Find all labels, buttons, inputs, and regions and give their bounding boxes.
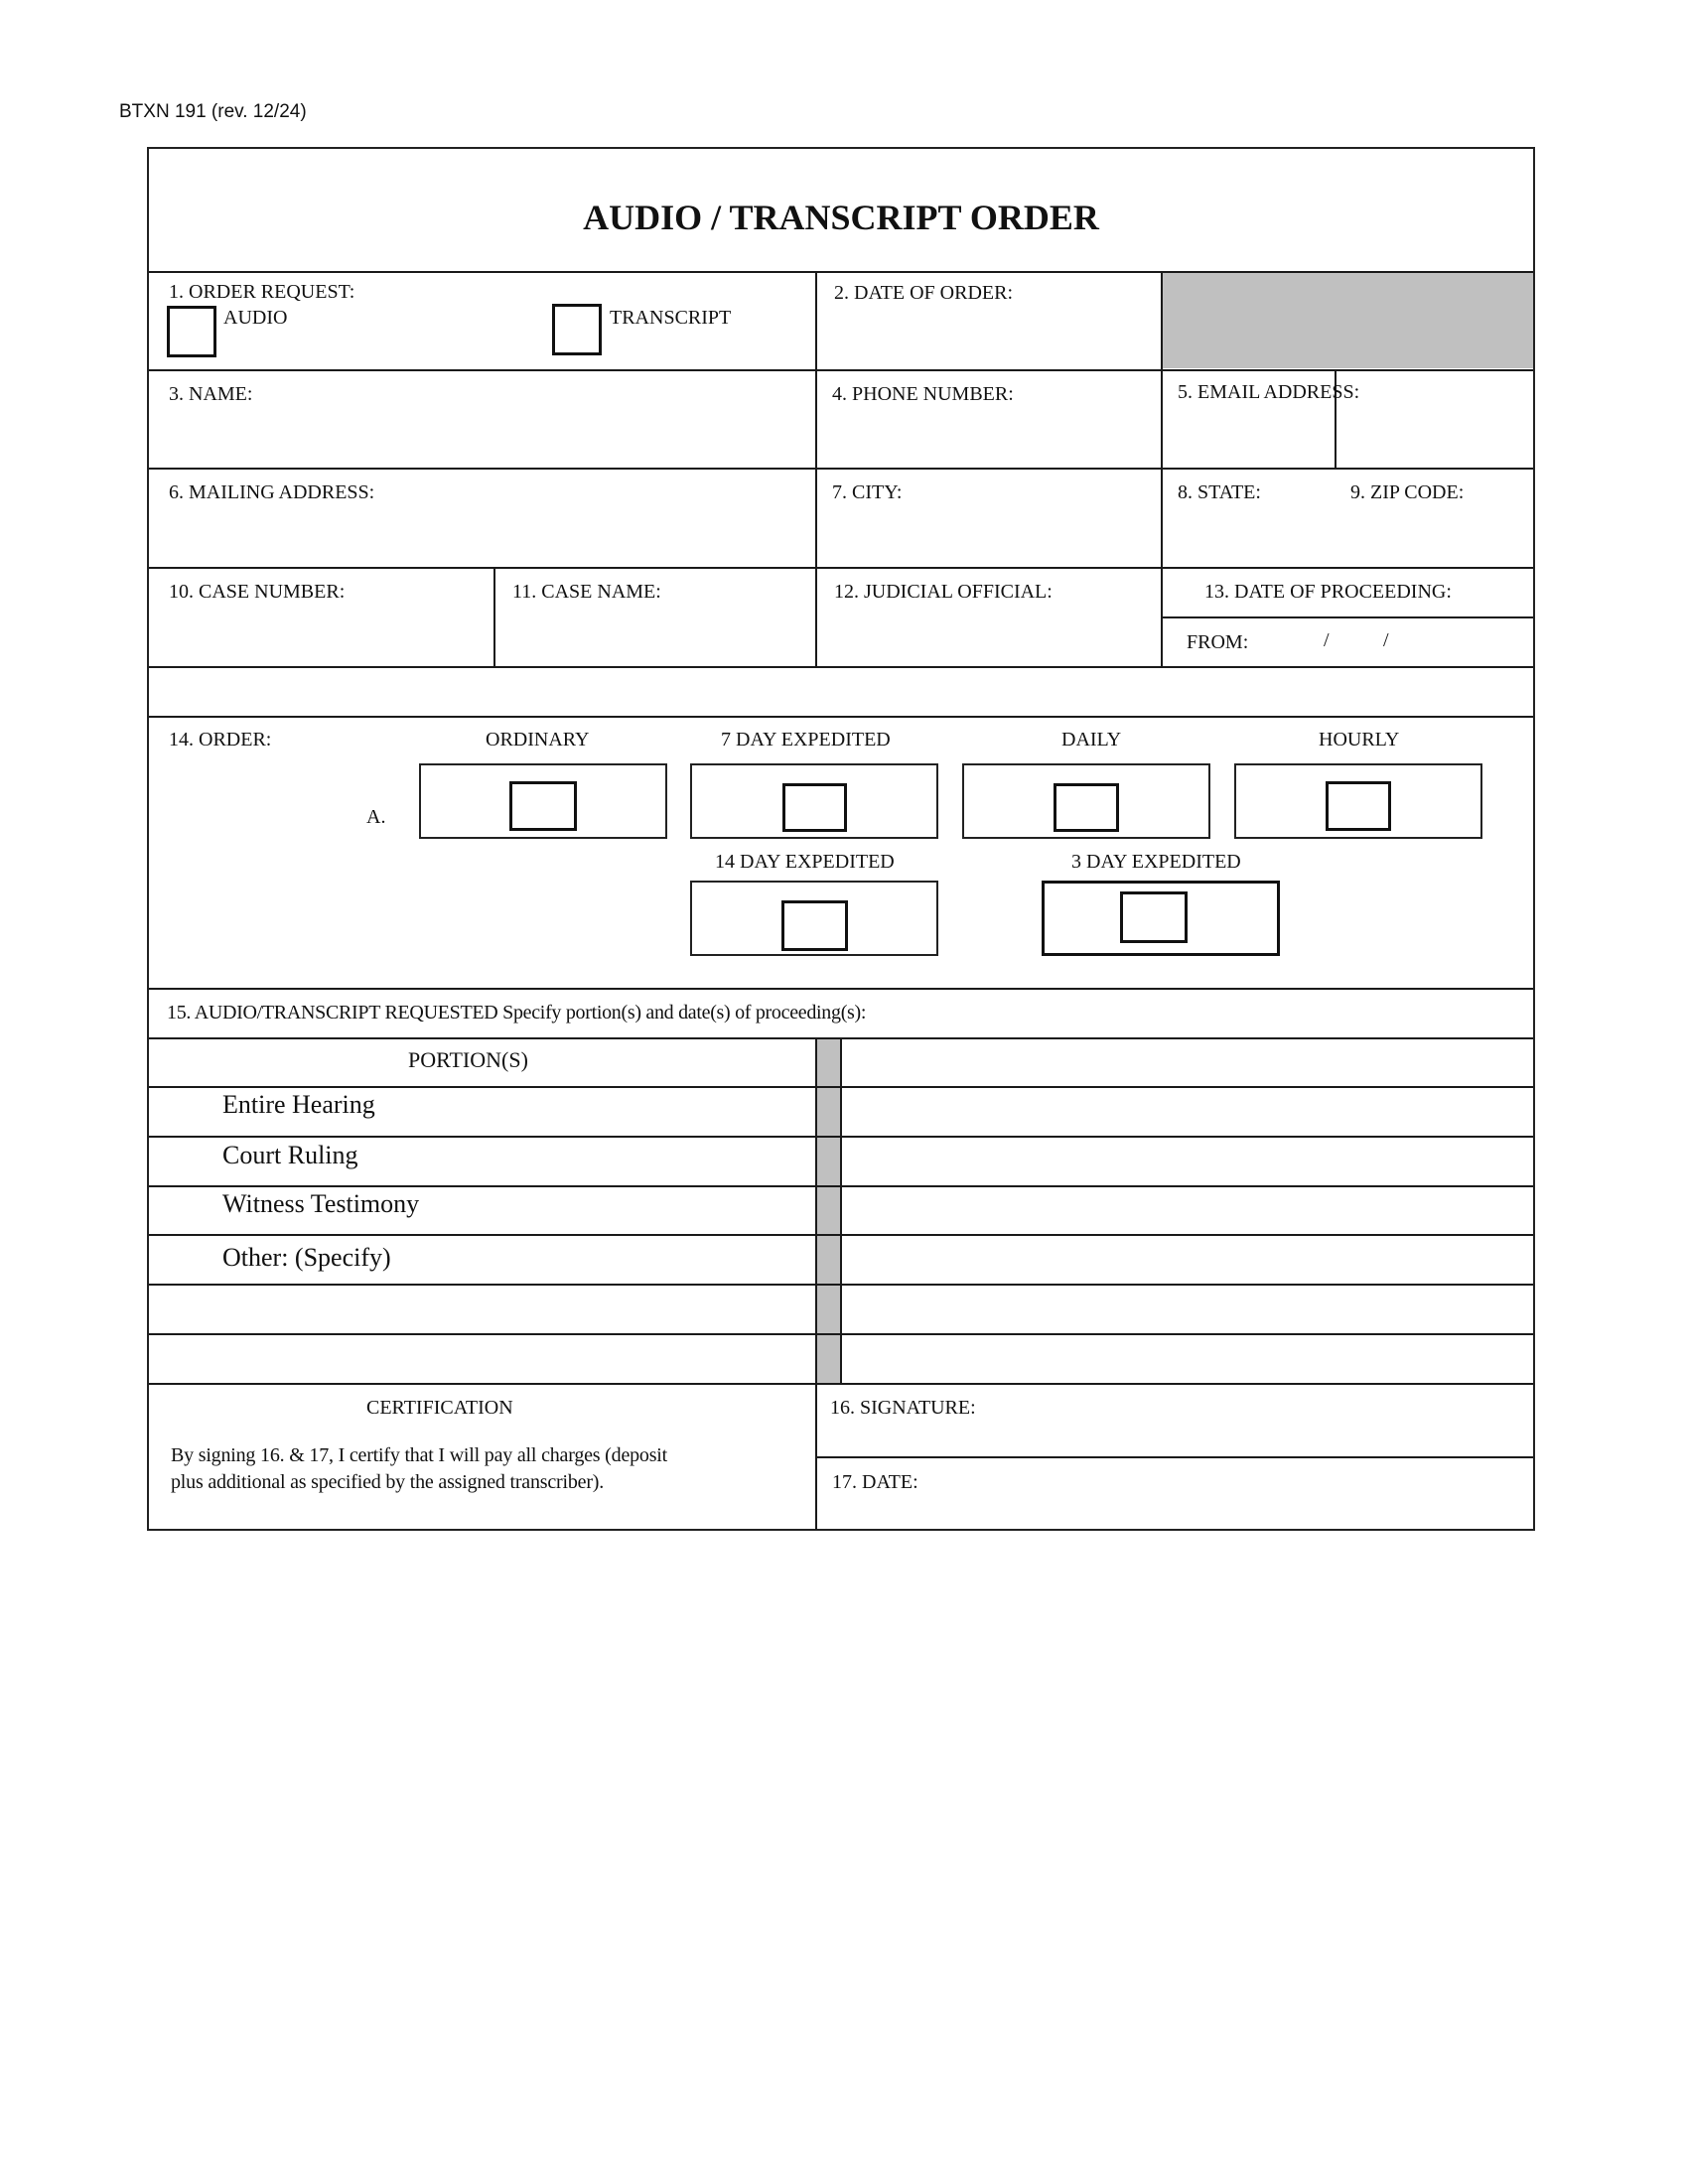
fourteen-day-label: 14 DAY EXPEDITED [715, 851, 895, 873]
date-of-proceeding-label: 13. DATE OF PROCEEDING: [1204, 581, 1452, 603]
row-divider [149, 468, 1533, 470]
zip-label[interactable]: 9. ZIP CODE: [1350, 481, 1465, 503]
certification-header: CERTIFICATION [366, 1397, 513, 1419]
seven-day-label: 7 DAY EXPEDITED [721, 729, 891, 751]
portion-court-ruling[interactable]: Court Ruling [222, 1141, 358, 1169]
office-use-shade [1162, 273, 1533, 368]
row-divider [149, 716, 1533, 718]
mailing-address-label[interactable]: 6. MAILING ADDRESS: [169, 481, 375, 503]
col-divider [493, 567, 495, 667]
transcript-checkbox[interactable] [552, 304, 602, 355]
three-day-checkbox[interactable] [1120, 891, 1188, 943]
form-id: BTXN 191 (rev. 12/24) [119, 101, 307, 122]
row-divider [149, 567, 1533, 569]
audio-checkbox[interactable] [167, 306, 216, 357]
seven-day-checkbox[interactable] [782, 783, 847, 832]
email-label[interactable]: 5. EMAIL ADDRESS: [1178, 381, 1360, 403]
row-divider [149, 271, 1533, 273]
row-divider [149, 369, 1533, 371]
ordinary-label: ORDINARY [486, 729, 590, 751]
row-divider [149, 666, 1533, 668]
date-of-order-label[interactable]: 2. DATE OF ORDER: [834, 282, 1014, 304]
portion-witness-testimony[interactable]: Witness Testimony [222, 1189, 420, 1218]
name-label[interactable]: 3. NAME: [169, 383, 253, 405]
row-a-label: A. [366, 806, 386, 828]
date-proceeding-divider [1162, 616, 1533, 618]
column-separator-shade [816, 1039, 840, 1383]
certification-text-2: plus additional as specified by the assigned transcriber). [171, 1471, 605, 1493]
date-slash: / [1383, 629, 1389, 651]
signature-divider [816, 1456, 1533, 1458]
phone-label[interactable]: 4. PHONE NUMBER: [832, 383, 1014, 405]
row-divider [149, 988, 1533, 990]
col-divider [815, 271, 817, 668]
state-label[interactable]: 8. STATE: [1178, 481, 1261, 503]
order-request-label: 1. ORDER REQUEST: [169, 281, 355, 303]
form-title: AUDIO / TRANSCRIPT ORDER [583, 198, 1099, 237]
transcript-label: TRANSCRIPT [610, 307, 732, 329]
three-day-label: 3 DAY EXPEDITED [1071, 851, 1241, 873]
hourly-label: HOURLY [1319, 729, 1400, 751]
portions-header: PORTION(S) [408, 1047, 528, 1072]
certification-text-1: By signing 16. & 17, I certify that I will pay all charges (deposit [171, 1444, 668, 1466]
signature-label[interactable]: 16. SIGNATURE: [830, 1397, 976, 1419]
hourly-checkbox[interactable] [1326, 781, 1391, 831]
daily-label: DAILY [1061, 729, 1122, 751]
col-divider [1161, 271, 1163, 668]
date-label[interactable]: 17. DATE: [832, 1471, 918, 1493]
city-label[interactable]: 7. CITY: [832, 481, 903, 503]
date-slash: / [1324, 629, 1330, 651]
case-name-label[interactable]: 11. CASE NAME: [512, 581, 661, 603]
case-number-label[interactable]: 10. CASE NUMBER: [169, 581, 346, 603]
audio-label: AUDIO [223, 307, 288, 329]
fourteen-day-checkbox[interactable] [781, 900, 848, 951]
portion-entire-hearing[interactable]: Entire Hearing [222, 1090, 375, 1119]
col-divider [840, 1037, 842, 1384]
portion-other[interactable]: Other: (Specify) [222, 1243, 391, 1272]
judicial-official-label[interactable]: 12. JUDICIAL OFFICIAL: [834, 581, 1053, 603]
daily-checkbox[interactable] [1054, 783, 1119, 832]
ordinary-checkbox[interactable] [509, 781, 577, 831]
order-label: 14. ORDER: [169, 729, 272, 751]
requested-label: 15. AUDIO/TRANSCRIPT REQUESTED Specify portion(s) and date(s) of proceeding(s): [167, 1002, 867, 1024]
col-divider [815, 1037, 817, 1384]
from-label[interactable]: FROM: [1187, 631, 1249, 653]
col-divider [815, 1383, 817, 1530]
